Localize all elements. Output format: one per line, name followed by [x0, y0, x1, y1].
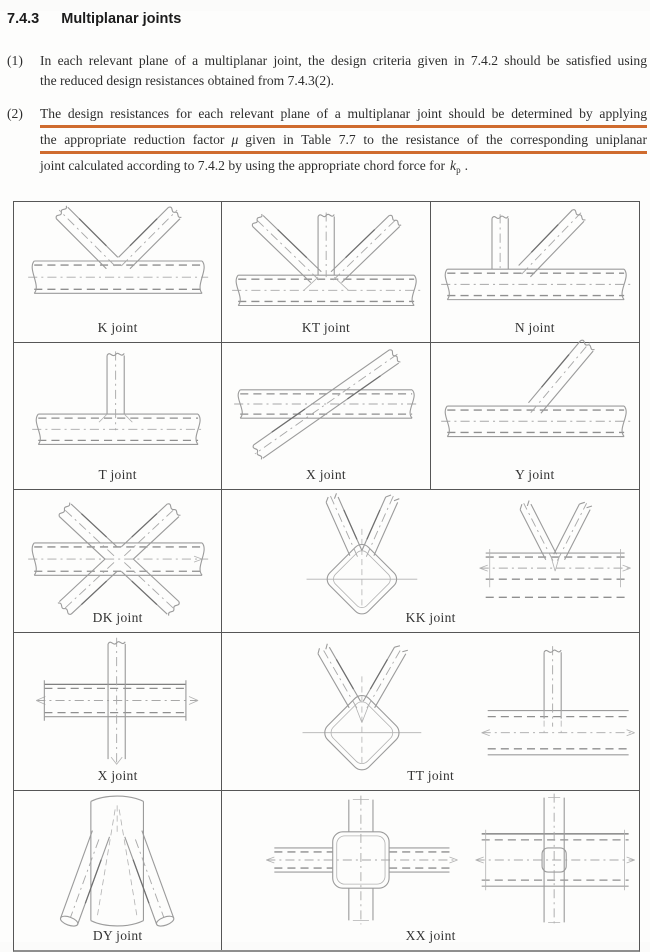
paragraph-1-number: (1) [7, 53, 23, 68]
table-cell-kk-joint [222, 490, 639, 632]
joint-label: T joint [98, 467, 137, 482]
table-cell-x-joint-through [14, 633, 222, 790]
joint-types-table [13, 201, 640, 952]
joint-label: X joint [305, 467, 346, 482]
joint-label: KK joint [405, 610, 456, 625]
table-cell-tt-joint [222, 633, 639, 790]
n-joint-diagram [431, 202, 639, 320]
kt-joint-diagram [222, 202, 429, 320]
dy-joint-diagram [14, 791, 221, 928]
kp-symbol: k [450, 158, 457, 173]
line-3-text: joint calculated according to 7.4.2 by using the appropriate chord force for [40, 158, 446, 173]
kp-subscript: p [456, 165, 461, 175]
line-2-text: the appropriate reduction factor [40, 132, 225, 147]
joint-label: DY joint [92, 928, 143, 943]
table-cell-t-joint [14, 343, 222, 489]
mu-symbol: μ [231, 132, 239, 147]
dk-joint-diagram [14, 490, 221, 610]
paragraph-1-text [40, 51, 647, 91]
paragraph-2 [7, 104, 647, 180]
section-heading [7, 11, 650, 27]
joint-label: KT joint [301, 320, 351, 335]
joint-label: Y joint [515, 467, 555, 482]
section-number: 7.4.3 [7, 11, 40, 27]
joint-label: XX joint [405, 928, 456, 943]
line-2-text-end: given in Table 7.7 to the resistance of the corresponding uniplanar [245, 132, 647, 147]
paragraph-1 [7, 51, 647, 91]
table-cell-kt-joint [222, 202, 430, 342]
y-joint-diagram [431, 343, 639, 467]
joint-label: X joint [97, 768, 138, 783]
table-cell-n-joint [431, 202, 639, 342]
table-cell-x-joint-uniplanar [222, 343, 430, 489]
table-row [14, 791, 639, 950]
t-joint-diagram [14, 343, 221, 467]
paragraph-2-number: (2) [7, 106, 23, 121]
joint-label: TT joint [407, 768, 455, 783]
x-joint-through-diagram [14, 633, 221, 768]
paragraph-2-line-3 [40, 156, 647, 180]
table-row [14, 633, 639, 791]
kk-joint-diagram [222, 490, 639, 610]
line-3-period: . [464, 158, 468, 173]
table-cell-dy-joint [14, 791, 222, 950]
paragraph-2-text [40, 104, 647, 180]
table-cell-k-joint [14, 202, 222, 342]
paragraph-2-line-1-highlighted: The design resistances for each relevant plane of a multiplanar joint should be determined by applying [40, 104, 647, 128]
k-joint-diagram [14, 202, 221, 320]
paragraph-1-line-1: In each relevant plane of a multiplanar joint, the design criteria given in 7.4.2 should be satisfied using [40, 53, 647, 68]
table-row [14, 202, 639, 343]
table-cell-dk-joint [14, 490, 222, 632]
table-row [14, 343, 639, 490]
section-title: Multiplanar joints [61, 11, 182, 27]
document-page [0, 11, 650, 942]
paragraph-1-line-2: the reduced design resistances obtained from 7.4.3(2). [40, 73, 335, 88]
joint-label: DK joint [92, 610, 143, 625]
table-cell-xx-joint [222, 791, 639, 950]
table-row [14, 490, 639, 633]
joint-label: N joint [514, 320, 555, 335]
xx-joint-diagram [222, 791, 639, 928]
tt-joint-diagram [222, 633, 639, 768]
x-joint-diagram [222, 343, 429, 467]
paragraph-2-line-2-highlighted [40, 130, 647, 154]
table-cell-y-joint [431, 343, 639, 489]
joint-label: K joint [97, 320, 138, 335]
